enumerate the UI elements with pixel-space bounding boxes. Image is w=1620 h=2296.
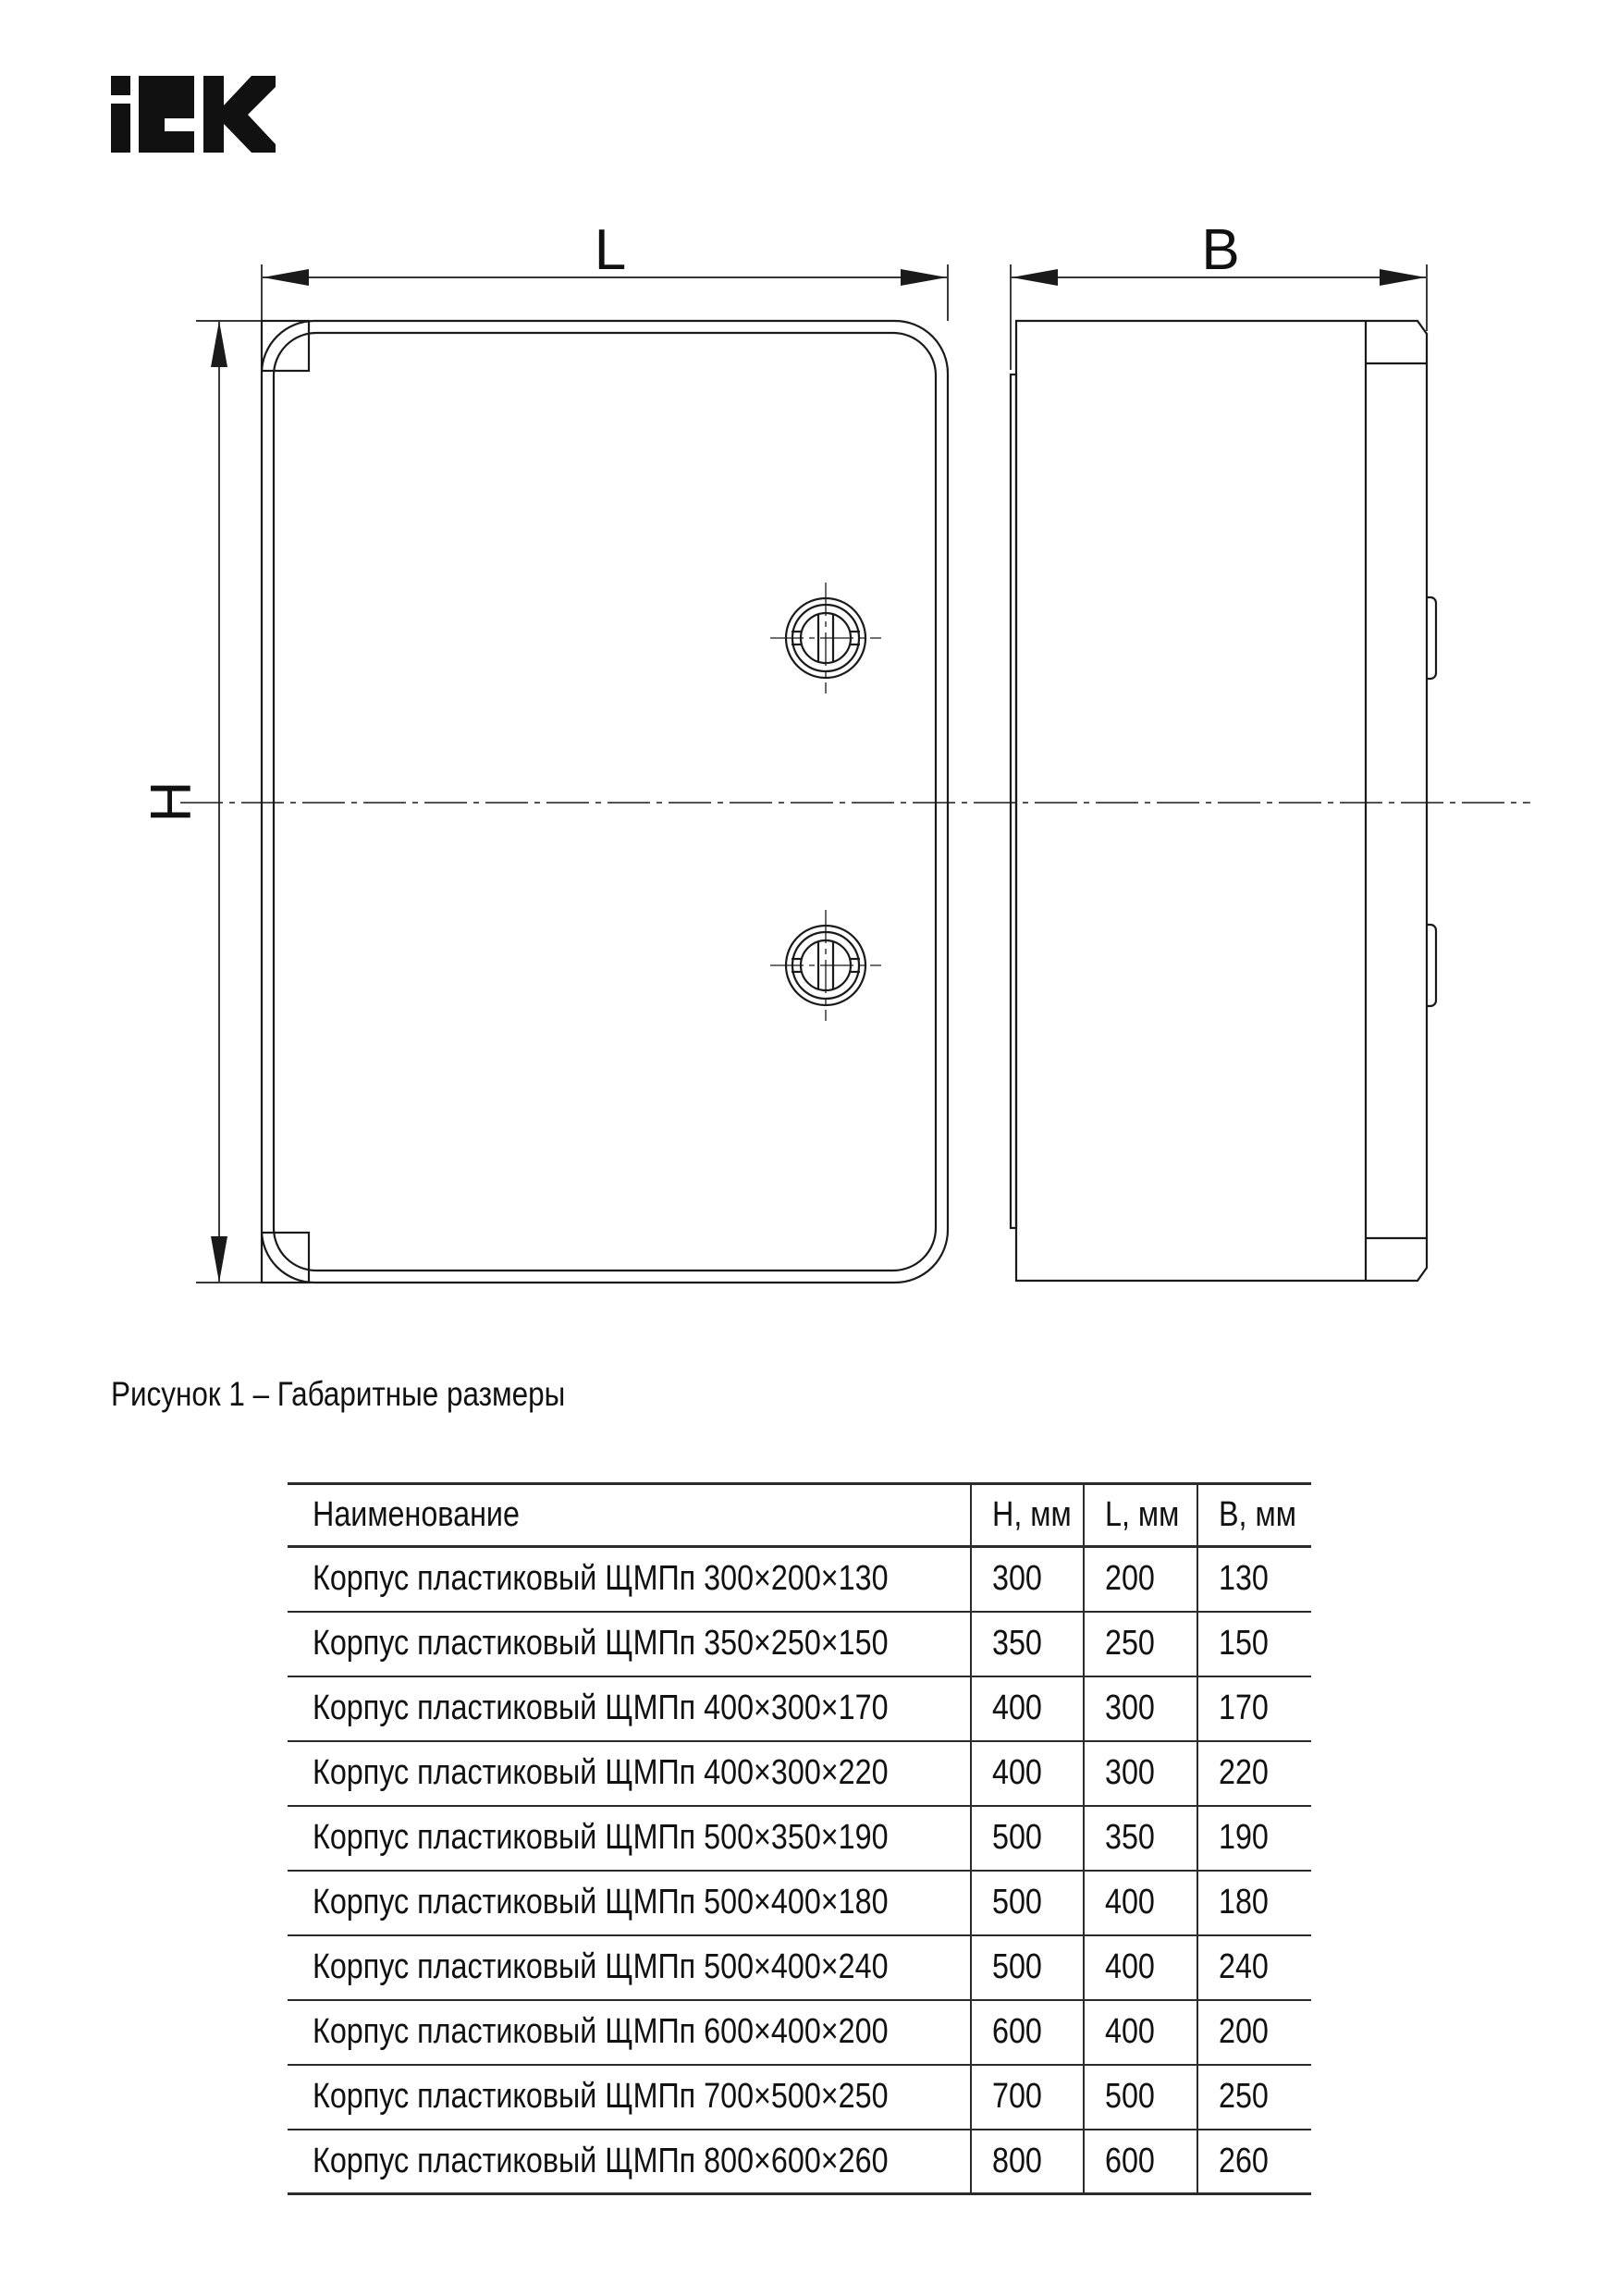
product-name-cell — [288, 2065, 971, 2130]
l-cell — [1084, 1741, 1197, 1806]
product-name: Корпус пластиковый ЩМПп 400×300×220 — [313, 1753, 889, 1792]
l-cell — [1084, 2065, 1197, 2130]
b-cell — [1197, 1612, 1311, 1676]
col-header-name-text: Наименование — [313, 1495, 520, 1534]
table-row — [288, 1676, 1311, 1741]
col-header-h-text: H, мм — [992, 1495, 1072, 1534]
h-value: 500 — [992, 1947, 1042, 1986]
table-row — [288, 2065, 1311, 2130]
l-cell — [1084, 1676, 1197, 1741]
product-name: Корпус пластиковый ЩМПп 500×400×240 — [313, 1947, 889, 1986]
col-header-b-text: B, мм — [1219, 1495, 1296, 1534]
door-lock-bottom-icon — [770, 910, 881, 1021]
b-value: 240 — [1219, 1947, 1269, 1986]
l-cell — [1084, 1547, 1197, 1612]
b-cell — [1197, 1741, 1311, 1806]
l-value: 400 — [1105, 2012, 1155, 2051]
product-name-cell — [288, 1676, 971, 1741]
l-value: 250 — [1105, 1624, 1155, 1663]
b-value: 200 — [1219, 2012, 1269, 2051]
arrow-up-icon — [211, 321, 227, 367]
side-view — [1011, 321, 1436, 1281]
arrow-left-icon — [263, 269, 309, 286]
col-header-name — [288, 1484, 971, 1547]
h-value: 500 — [992, 1818, 1042, 1857]
enclosure-door-outline — [262, 321, 948, 1283]
table-header — [288, 1484, 1311, 1547]
table-row — [288, 1547, 1311, 1612]
product-name: Корпус пластиковый ЩМПп 500×400×180 — [313, 1883, 889, 1922]
b-value: 190 — [1219, 1818, 1269, 1857]
col-header-b — [1197, 1484, 1311, 1547]
l-cell — [1084, 1806, 1197, 1871]
product-name: Корпус пластиковый ЩМПп 600×400×200 — [313, 2012, 889, 2051]
l-cell — [1084, 1935, 1197, 2000]
b-cell — [1197, 2130, 1311, 2194]
product-name-cell — [288, 1806, 971, 1871]
arrow-right-icon — [1380, 269, 1426, 286]
h-value: 700 — [992, 2077, 1042, 2116]
b-cell — [1197, 1806, 1311, 1871]
table-row — [288, 1806, 1311, 1871]
product-name-cell — [288, 2000, 971, 2065]
product-name: Корпус пластиковый ЩМПп 800×600×260 — [313, 2141, 889, 2180]
arrow-down-icon — [211, 1236, 227, 1283]
b-cell — [1197, 2065, 1311, 2130]
table-row — [288, 1935, 1311, 2000]
product-name: Корпус пластиковый ЩМПп 700×500×250 — [313, 2077, 889, 2116]
l-value: 400 — [1105, 1883, 1155, 1922]
dimensions-table — [288, 1482, 1311, 2195]
l-value: 500 — [1105, 2077, 1155, 2116]
product-name-cell — [288, 1612, 971, 1676]
depth-dimension-label: B — [1201, 218, 1240, 282]
l-value: 200 — [1105, 1559, 1155, 1599]
l-value: 400 — [1105, 1947, 1155, 1986]
col-header-l — [1084, 1484, 1197, 1547]
b-value: 250 — [1219, 2077, 1269, 2116]
l-cell — [1084, 2000, 1197, 2065]
b-value: 260 — [1219, 2141, 1269, 2180]
product-name-cell — [288, 1547, 971, 1612]
l-value: 350 — [1105, 1818, 1155, 1857]
h-value: 300 — [992, 1559, 1042, 1599]
table-row — [288, 1741, 1311, 1806]
product-name: Корпус пластиковый ЩМПп 350×250×150 — [313, 1624, 889, 1663]
front-view — [262, 321, 948, 1283]
figure-caption — [111, 1375, 645, 1414]
product-name-cell — [288, 2130, 971, 2194]
arrow-right-icon — [901, 269, 947, 286]
b-value: 130 — [1219, 1559, 1269, 1599]
l-cell — [1084, 2130, 1197, 2194]
enclosure-door-inner-line — [274, 333, 936, 1271]
rear-flange-strip — [1011, 374, 1016, 1228]
table-row — [288, 2000, 1311, 2065]
product-name: Корпус пластиковый ЩМПп 500×350×190 — [313, 1818, 889, 1857]
height-dimension-label: H — [140, 780, 203, 823]
h-value: 400 — [992, 1688, 1042, 1727]
l-cell — [1084, 1612, 1197, 1676]
l-value: 300 — [1105, 1688, 1155, 1727]
product-name: Корпус пластиковый ЩМПп 400×300×170 — [313, 1688, 889, 1727]
figure-caption-text: Рисунок 1 – Габаритные размеры — [111, 1375, 566, 1413]
lock-head-bottom-profile — [1427, 925, 1436, 1006]
b-value: 150 — [1219, 1624, 1269, 1663]
b-cell — [1197, 1547, 1311, 1612]
h-value: 500 — [992, 1883, 1042, 1922]
dimension-H — [196, 321, 270, 1283]
b-cell — [1197, 2000, 1311, 2065]
table-row — [288, 2130, 1311, 2194]
product-name-cell — [288, 1871, 971, 1935]
h-value: 600 — [992, 2012, 1042, 2051]
h-value: 400 — [992, 1753, 1042, 1792]
col-header-l-text: L, мм — [1105, 1495, 1180, 1534]
l-cell — [1084, 1871, 1197, 1935]
col-header-h — [971, 1484, 1084, 1547]
product-name-cell — [288, 1935, 971, 2000]
l-value: 300 — [1105, 1753, 1155, 1792]
b-value: 170 — [1219, 1688, 1269, 1727]
product-name-cell — [288, 1741, 971, 1806]
product-name: Корпус пластиковый ЩМПп 300×200×130 — [313, 1559, 889, 1599]
l-value: 600 — [1105, 2141, 1155, 2180]
h-value: 800 — [992, 2141, 1042, 2180]
table-row — [288, 1871, 1311, 1935]
length-dimension-label: L — [594, 218, 627, 282]
arrow-left-icon — [1012, 269, 1058, 286]
b-value: 180 — [1219, 1883, 1269, 1922]
b-value: 220 — [1219, 1753, 1269, 1792]
b-cell — [1197, 1871, 1311, 1935]
lock-head-top-profile — [1427, 597, 1436, 679]
table-header-row — [288, 1484, 1311, 1547]
table-row — [288, 1612, 1311, 1676]
door-lock-top-icon — [770, 583, 881, 694]
b-cell — [1197, 1676, 1311, 1741]
h-value: 350 — [992, 1624, 1042, 1663]
b-cell — [1197, 1935, 1311, 2000]
